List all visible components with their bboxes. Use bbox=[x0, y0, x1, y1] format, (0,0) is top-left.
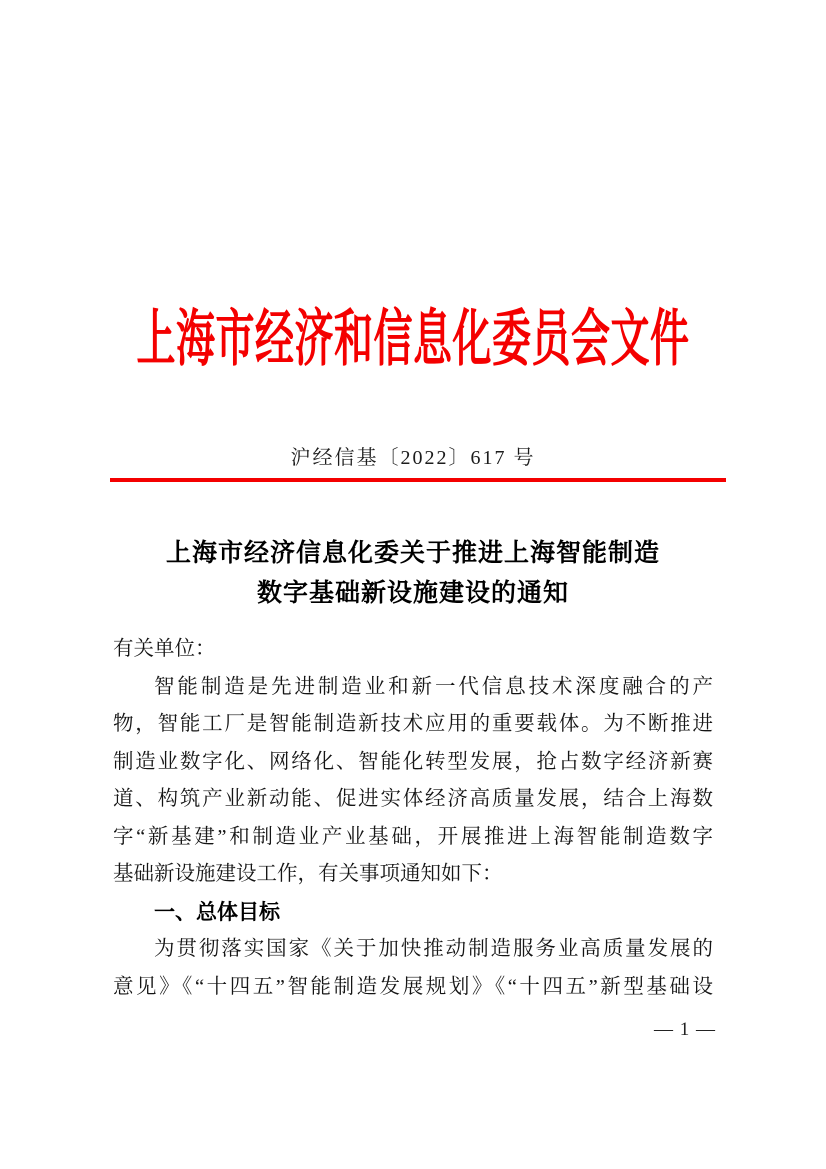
paragraph1-line: 物，智能工厂是智能制造新技术应用的重要载体。为不断推进 bbox=[113, 713, 713, 735]
document-title-line1: 上海市经济信息化委关于推进上海智能制造 bbox=[165, 540, 660, 567]
paragraph1-line: 基础新设施建设工作，有关事项通知如下： bbox=[113, 863, 503, 885]
paragraph1-line: 道、构筑产业新动能、促进实体经济高质量发展，结合上海数 bbox=[113, 788, 713, 810]
paragraph1-line: 字“新基建”和制造业产业基础，开展推进上海智能制造数字 bbox=[113, 825, 713, 848]
salutation: 有关单位： bbox=[113, 638, 216, 660]
section-heading-overall-goals: 一、总体目标 bbox=[154, 900, 280, 924]
paragraph1-line: 制造业数字化、网络化、智能化转型发展，抢占数字经济新赛 bbox=[113, 750, 713, 773]
masthead-org-title: 上海市经济和信息化委员会文件 bbox=[136, 305, 690, 374]
document-title bbox=[0, 534, 826, 614]
document-body bbox=[113, 631, 713, 1006]
paragraph2-line: 意见》《“十四五”智能制造发展规划》《“十四五”新型基础设 bbox=[113, 975, 713, 998]
paragraph2-line: 为贯彻落实国家《关于加快推动制造服务业高质量发展的 bbox=[154, 938, 713, 960]
document-number: 沪经信基〔2022〕617 号 bbox=[290, 447, 536, 469]
document-title-line2: 数字基础新设施建设的通知 bbox=[256, 580, 569, 607]
paragraph1-line: 智能制造是先进制造业和新一代信息技术深度融合的产 bbox=[154, 675, 713, 698]
red-separator-line bbox=[110, 478, 726, 482]
masthead bbox=[0, 305, 826, 374]
page-number: — 1 — bbox=[654, 1019, 716, 1040]
